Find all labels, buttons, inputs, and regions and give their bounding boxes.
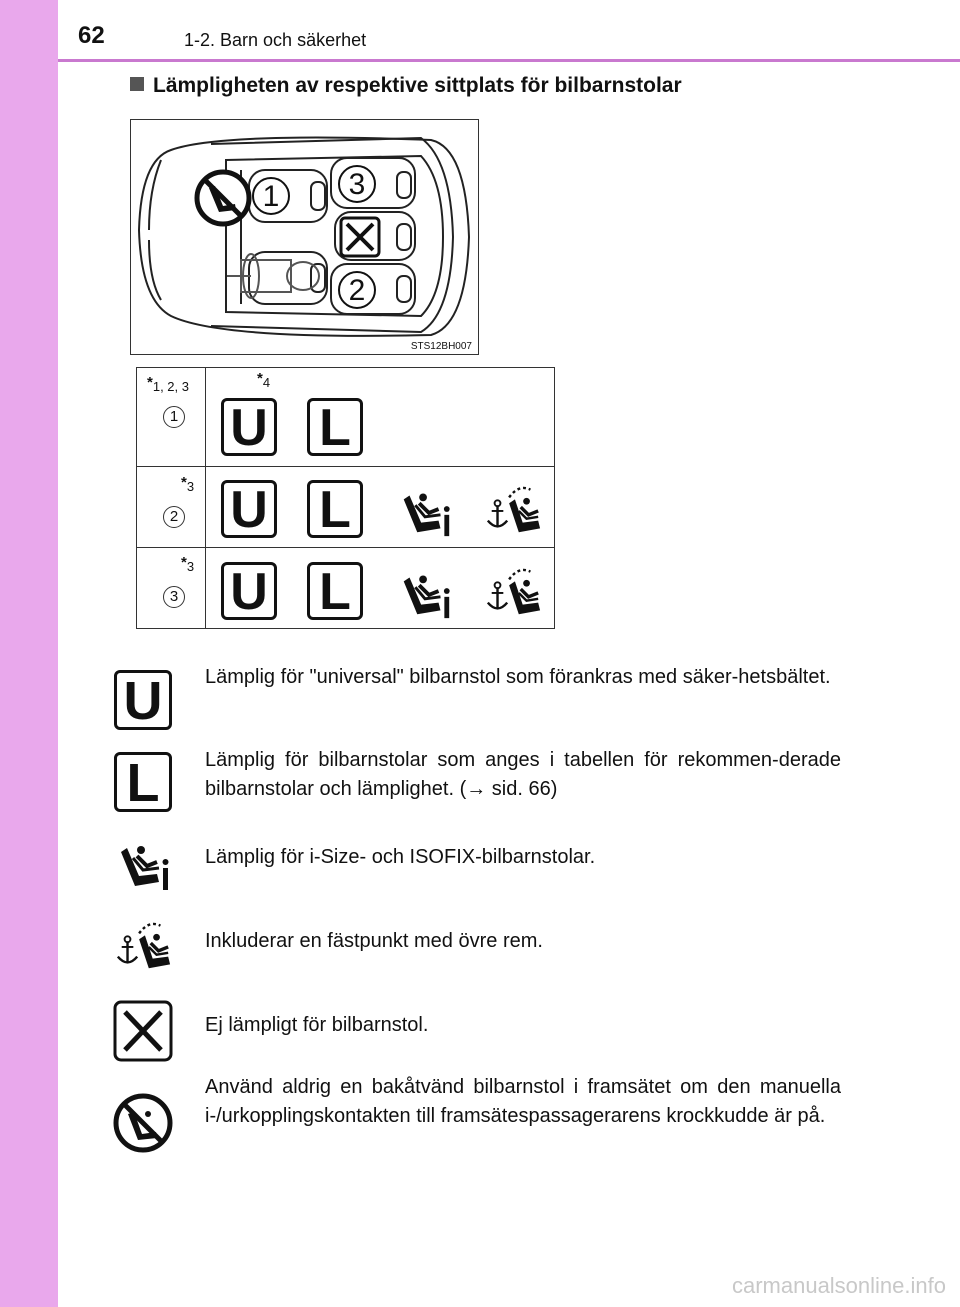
heading-text: Lämpligheten av respektive sittplats för bilbarnstolar — [153, 74, 682, 97]
legend-not-suitable-text: Ej lämpligt för bilbarnstol. — [205, 1014, 429, 1036]
square-bullet-icon — [130, 77, 144, 91]
no-rearward-seat-icon — [197, 172, 249, 224]
legend-no-rearward-icon — [112, 1092, 174, 1154]
header-divider — [58, 59, 960, 62]
isofix-icon — [395, 480, 455, 540]
isofix-icon — [395, 562, 455, 622]
universal-icon: U — [221, 562, 277, 620]
not-suitable-icon — [341, 218, 379, 256]
l-icon: L — [307, 398, 363, 456]
legend-anchor-text: Inkluderar en fästpunkt med övre rem. — [205, 930, 543, 952]
seat-number-1: 1 — [262, 180, 280, 213]
top-tether-anchor-icon — [481, 562, 545, 622]
section-heading — [130, 74, 682, 98]
row-1-extra-note: *4 — [257, 370, 271, 390]
l-icon: L — [307, 480, 363, 538]
suitability-table — [136, 367, 555, 629]
legend-no-rearward-text: Använd aldrig en bakåtvänd bilbarnstol i framsätet om den manuella i-/urkopplingskontakten till framsätespassagerarens krockkudde är på. — [205, 1076, 841, 1127]
row-3-note: *3 — [181, 554, 195, 574]
top-tether-anchor-icon — [481, 480, 545, 540]
legend-not-suitable-icon — [113, 1000, 173, 1062]
seat-number-3: 3 — [348, 168, 366, 201]
row-3-seat-number: 3 — [163, 586, 185, 608]
row-1-seat-number: 1 — [163, 406, 185, 428]
chapter-side-tab — [0, 0, 58, 1307]
table-row-divider — [137, 466, 554, 467]
table-divider — [205, 368, 206, 628]
universal-icon: U — [221, 398, 277, 456]
seat-number-2: 2 — [348, 274, 366, 307]
car-top-view-illustration — [131, 120, 478, 354]
legend-l-text: Lämplig för bilbarnstolar som anges i tabellen för rekommen-derade bilbarnstolar och lämplighet. (→ sid. 66) — [205, 749, 841, 800]
table-row-divider — [137, 547, 554, 548]
section-title: 1-2. Barn och säkerhet — [184, 30, 367, 50]
row-2-seat-number: 2 — [163, 506, 185, 528]
legend-universal-icon: U — [114, 670, 172, 730]
watermark: carmanualsonline.info — [731, 1273, 946, 1298]
row-1-note: *1, 2, 3 — [147, 374, 189, 394]
legend-isofix-icon — [112, 832, 174, 894]
row-2-note: *3 — [181, 474, 195, 494]
figure-code: STS12BH007 — [410, 341, 472, 352]
legend-universal-text: Lämplig för "universal" bilbarnstol som förankras med säker-hetsbältet. — [205, 666, 831, 688]
universal-icon: U — [221, 480, 277, 538]
seat-diagram — [130, 119, 479, 355]
legend-l-icon: L — [114, 752, 172, 812]
l-icon: L — [307, 562, 363, 620]
legend-anchor-icon — [110, 916, 176, 976]
legend-isofix-text: Lämplig för i-Size- och ISOFIX-bilbarnstolar. — [205, 846, 596, 868]
page-number: 62 — [78, 22, 105, 49]
